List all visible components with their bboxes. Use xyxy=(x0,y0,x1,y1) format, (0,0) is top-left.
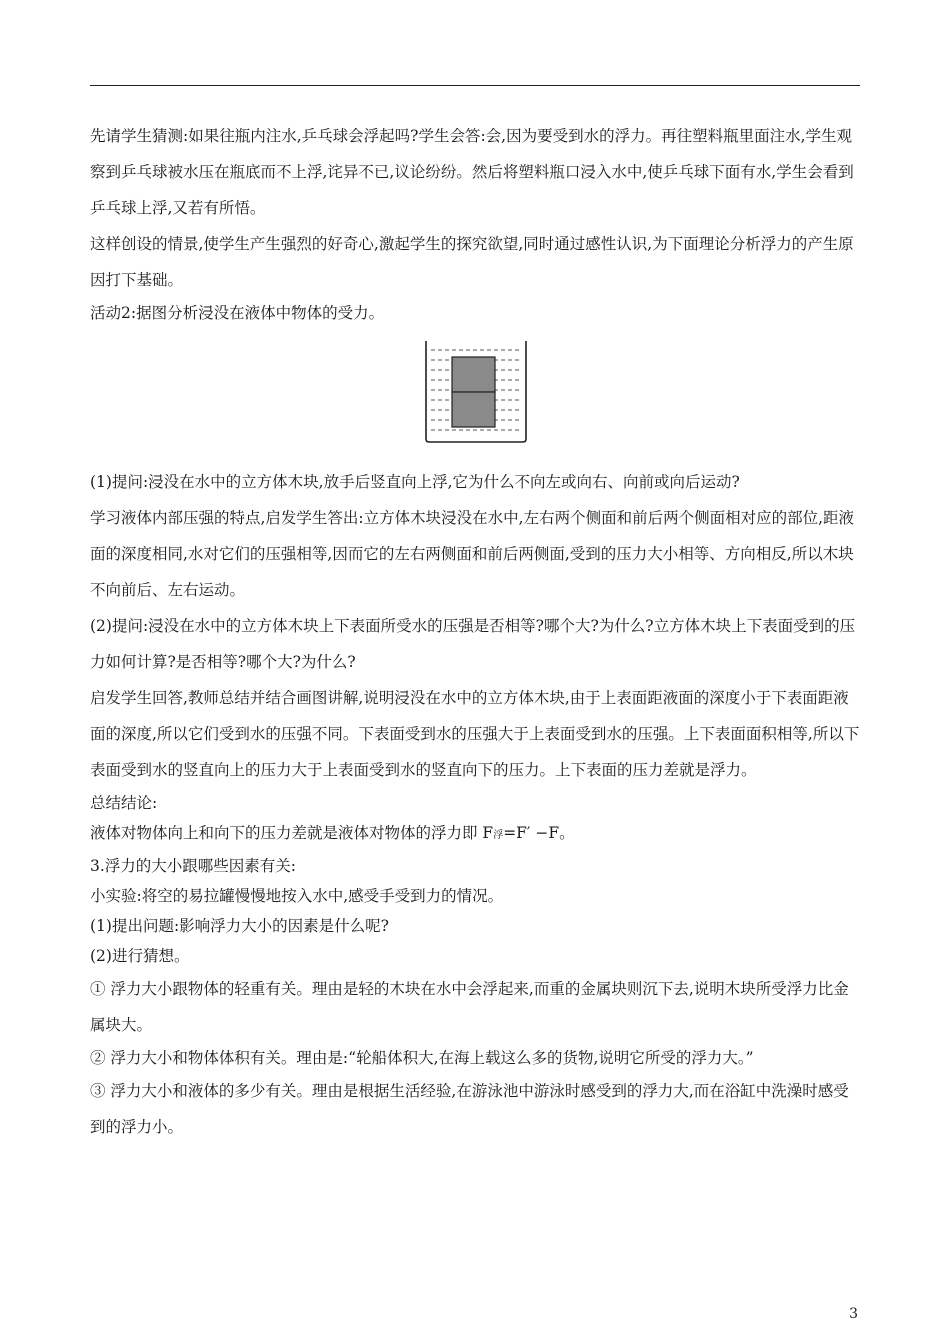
formula-prefix: 液体对物体向上和向下的压力差就是液体对物体的浮力即 F xyxy=(90,824,494,842)
formula-suffix: =F′ −F。 xyxy=(503,824,575,842)
paragraph: 活动2:据图分析浸没在液体中物体的受力。 xyxy=(90,304,385,322)
paragraph: ① 浮力大小跟物体的轻重有关。理由是轻的木块在水中会浮起来,而重的金属块则沉下去,说明木块所受浮力比金属块大。 xyxy=(90,980,849,1034)
text-section-top xyxy=(90,118,860,328)
paragraph: 这样创设的情景,使学生产生强烈的好奇心,激起学生的探究欲望,同时通过感性认识,为下面理论分析浮力的产生原因打下基础。 xyxy=(90,235,854,289)
text-section-bottom xyxy=(90,851,860,1145)
paragraph: 先请学生猜测:如果往瓶内注水,乒乓球会浮起吗?学生会答:会,因为要受到水的浮力。再往塑料瓶里面注水,学生观察到乒乓球被水压在瓶底而不上浮,诧异不已,议论纷纷。然后将塑料瓶口浸入水中,使乒乓球下面有水,学生会看到乒乓球上浮,又若有所悟。 xyxy=(90,127,854,217)
formula-paragraph xyxy=(90,818,860,851)
beaker-diagram xyxy=(423,340,529,444)
paragraph: 学习液体内部压强的特点,启发学生答出:立方体木块浸没在水中,左右两个侧面和前后两个侧面相对应的部位,距液面的深度相同,水对它们的压强相等,因而它的左右两侧面和前后两侧面,受到的压力大小相等、方向相反,所以木块不向前后、左右运动。 xyxy=(90,509,855,599)
figure-beaker-cube xyxy=(90,328,860,464)
text-section-middle xyxy=(90,464,860,818)
paragraph: (1)提出问题:影响浮力大小的因素是什么呢? xyxy=(90,917,389,935)
formula-subscript: 浮 xyxy=(493,830,504,841)
paragraph: ② 浮力大小和物体体积有关。理由是:“轮船体积大,在海上载这么多的货物,说明它所受的浮力大。” xyxy=(90,1049,754,1067)
cube-lower xyxy=(452,392,495,427)
paragraph: (2)进行猜想。 xyxy=(90,947,190,965)
header-rule xyxy=(90,85,860,86)
page-content xyxy=(90,118,860,1145)
paragraph: 启发学生回答,教师总结并结合画图讲解,说明浸没在水中的立方体木块,由于上表面距液面的深度小于下表面距液面的深度,所以它们受到水的压强不同。下表面受到水的压强大于上表面受到水的压强。上下表面面积相等,所以下表面受到水的竖直向上的压力大于上表面受到水的竖直向下的压力。上下表面的压力差就是浮力。 xyxy=(90,689,860,779)
paragraph: 总结结论: xyxy=(90,794,158,812)
paragraph: ③ 浮力大小和液体的多少有关。理由是根据生活经验,在游泳池中游泳时感受到的浮力大,而在浴缸中洗澡时感受到的浮力小。 xyxy=(90,1082,849,1136)
paragraph: (2)提问:浸没在水中的立方体木块上下表面所受水的压强是否相等?哪个大?为什么?立方体木块上下表面受到的压力如何计算?是否相等?哪个大?为什么? xyxy=(90,617,856,671)
paragraph: 小实验:将空的易拉罐慢慢地按入水中,感受手受到力的情况。 xyxy=(90,887,504,905)
cube-upper xyxy=(452,357,495,392)
paragraph: 3.浮力的大小跟哪些因素有关: xyxy=(90,857,297,875)
page-number: 3 xyxy=(849,1306,858,1322)
paragraph: (1)提问:浸没在水中的立方体木块,放手后竖直向上浮,它为什么不向左或向右、向前或向后运动? xyxy=(90,473,740,491)
